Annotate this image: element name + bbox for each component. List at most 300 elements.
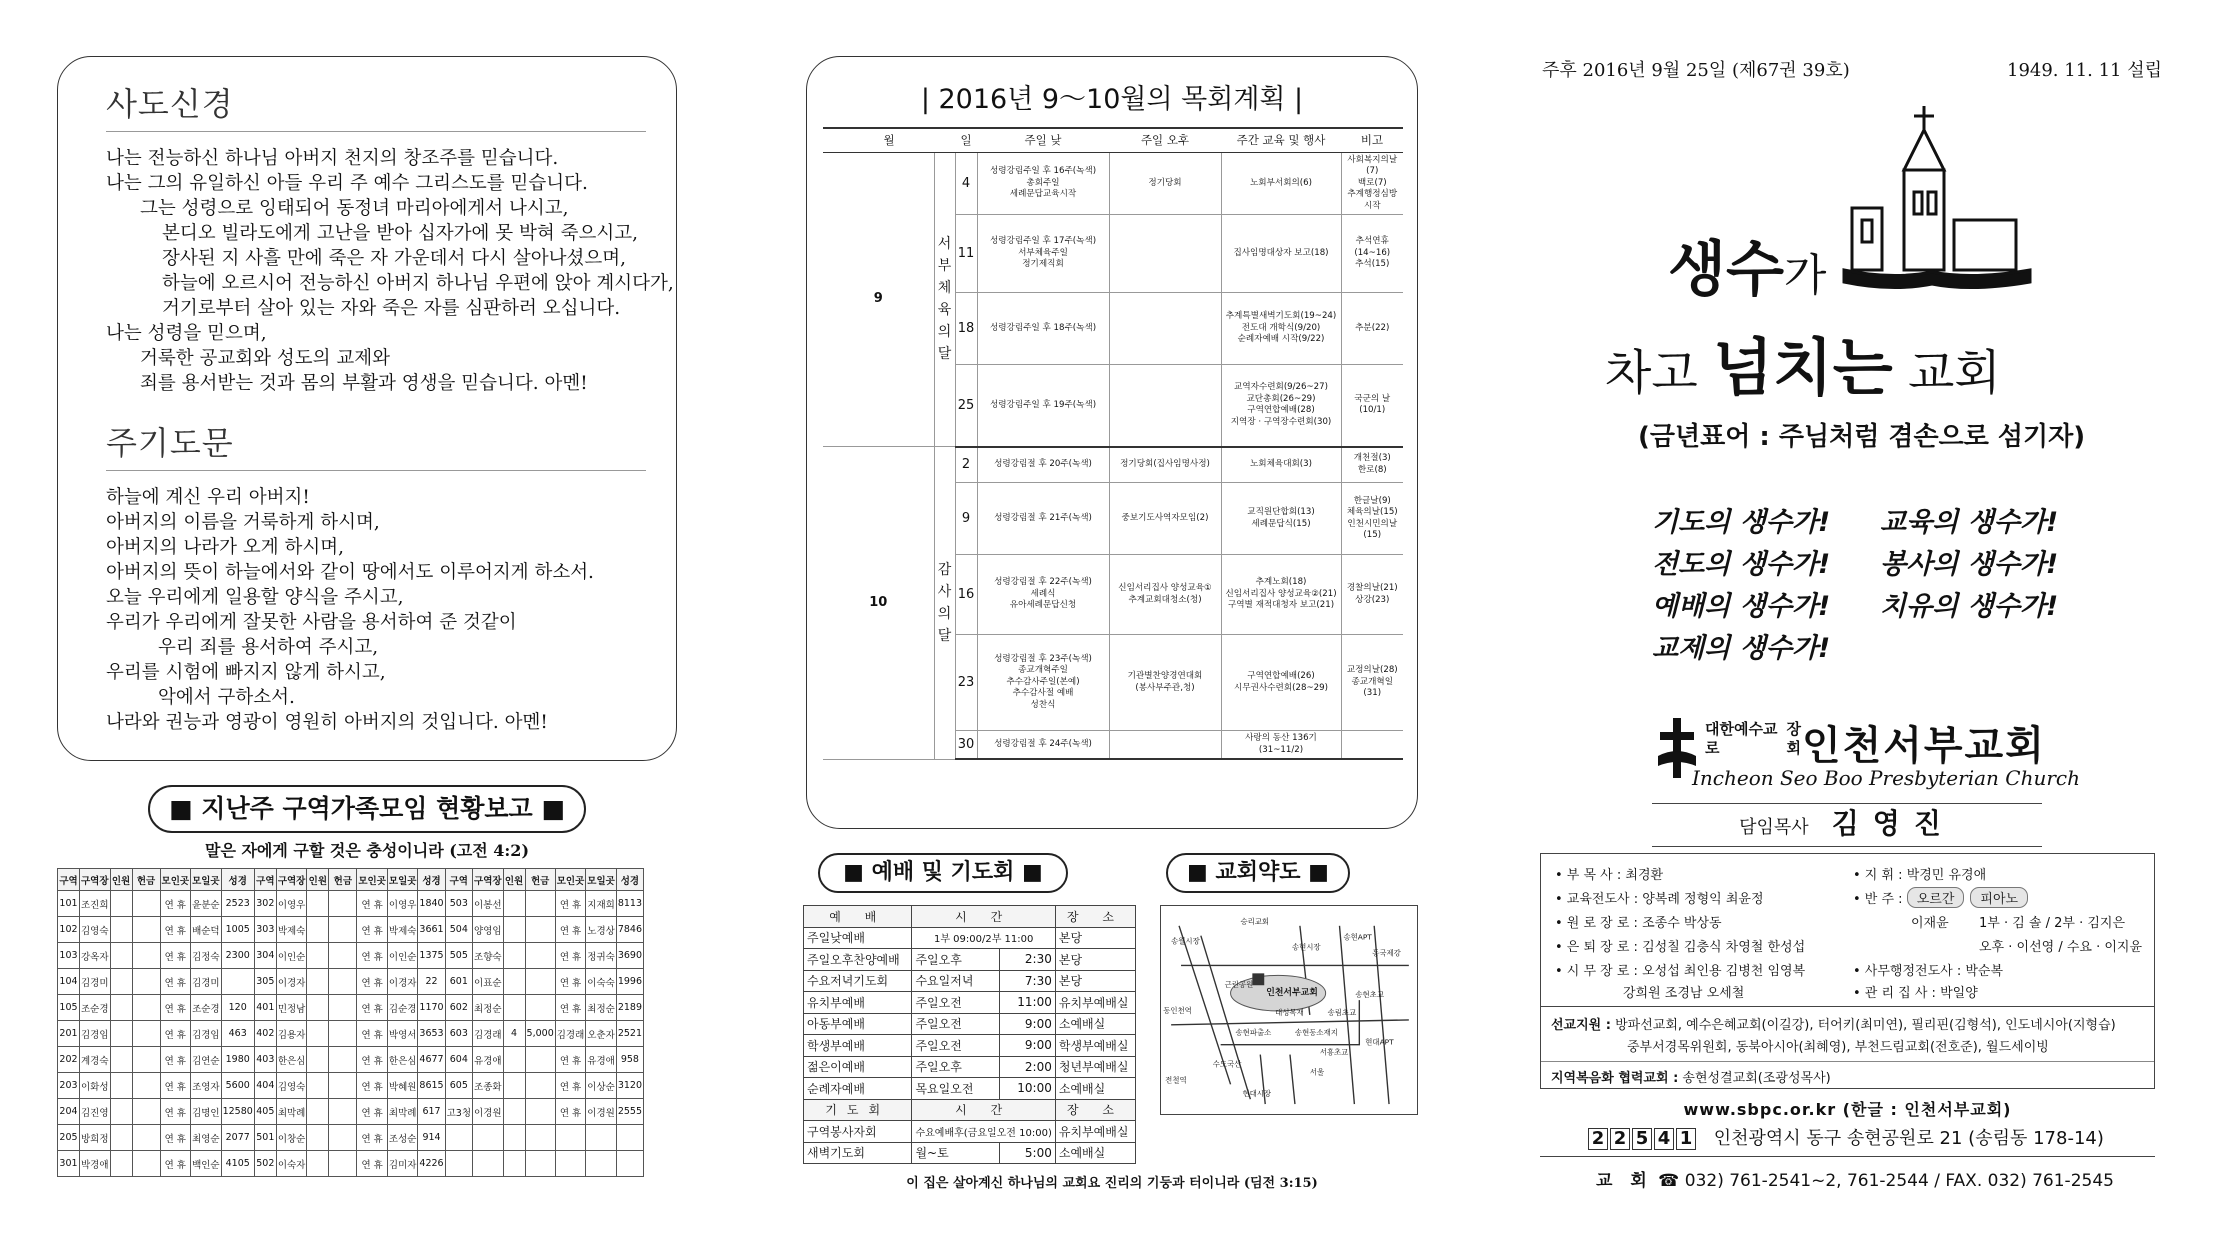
report-cell bbox=[616, 1125, 643, 1151]
map-label: 송현APT bbox=[1343, 932, 1372, 942]
report-cell bbox=[329, 1099, 357, 1125]
report-cell: 강옥자 bbox=[80, 943, 111, 969]
report-cell bbox=[132, 1099, 160, 1125]
report-cell: 1996 bbox=[616, 969, 643, 995]
report-cell bbox=[586, 1151, 617, 1177]
worship-place: 소예배실 bbox=[1055, 1013, 1135, 1035]
report-row bbox=[58, 1125, 644, 1151]
report-cell: 김경래 bbox=[555, 1021, 586, 1047]
plan-row bbox=[823, 152, 1403, 215]
staff-accomp bbox=[1853, 887, 2034, 908]
report-cell: 김경미 bbox=[191, 969, 222, 995]
report-cell: 3661 bbox=[418, 917, 445, 943]
map-label: 송림초교 bbox=[1327, 1007, 1357, 1017]
map-label: 전철역 bbox=[1165, 1075, 1187, 1085]
report-cell: 연 휴 bbox=[555, 943, 586, 969]
report-cell: 연 휴 bbox=[160, 1047, 191, 1073]
report-cell: 연 휴 bbox=[160, 1021, 191, 1047]
report-cell: 연 휴 bbox=[357, 1073, 388, 1099]
prayer-line: 아버지의 뜻이 하늘에서와 같이 땅에서도 이루어지게 하소서. bbox=[106, 562, 594, 583]
worship-name: 구역봉사자회 bbox=[804, 1121, 912, 1143]
report-cell: 204 bbox=[58, 1099, 80, 1125]
report-cell: 1375 bbox=[418, 943, 445, 969]
staff-box bbox=[1540, 853, 2155, 1089]
prayer-line: 오늘 우리에게 일용할 양식을 주시고, bbox=[106, 587, 404, 608]
report-cell bbox=[221, 969, 254, 995]
worship-place: 청년부예배실 bbox=[1055, 1056, 1135, 1078]
staff-active: • 시 무 장 로 : 오성섭 최인용 김병천 임영복 bbox=[1555, 964, 1806, 979]
worship-header: 기도회 bbox=[804, 1099, 912, 1121]
staff-manager: • 관 리 집 사 : 박일양 bbox=[1853, 986, 1978, 1001]
plan-cell: 정기당회 bbox=[1109, 152, 1221, 215]
report-cell: 지재희 bbox=[586, 891, 617, 917]
plan-month: 9 bbox=[823, 152, 934, 447]
plan-cell: 개천절(3) 한로(8) bbox=[1341, 447, 1403, 483]
report-cell: 101 bbox=[58, 891, 80, 917]
report-cell: 최막례 bbox=[276, 1099, 307, 1125]
pastor-role: 담임목사 bbox=[1739, 817, 1809, 838]
worship-time: 10:00 bbox=[999, 1078, 1055, 1100]
address-line bbox=[1588, 1124, 2104, 1150]
slogan-word: 가 bbox=[1783, 250, 1827, 301]
report-cell bbox=[110, 1125, 132, 1151]
report-cell: 연 휴 bbox=[555, 969, 586, 995]
church-name: 인천서부교회 bbox=[1802, 723, 2046, 769]
staff-elder: • 원 로 장 로 : 조종수 박상동 bbox=[1555, 916, 1722, 931]
creed-line: 하늘에 오르시어 전능하신 아버지 하나님 우편에 앉아 계시다가, bbox=[162, 273, 674, 294]
worship-row bbox=[804, 970, 1136, 992]
report-title: ■ 지난주 구역가족모임 현황보고 ■ bbox=[148, 785, 586, 833]
report-cell: 203 bbox=[58, 1073, 80, 1099]
worship-table bbox=[803, 905, 1136, 1164]
report-cell: 이인순 bbox=[387, 943, 418, 969]
slogan-word: 차고 bbox=[1605, 345, 1698, 401]
report-cell bbox=[503, 943, 525, 969]
local-label: 지역복음화 협력교회 : bbox=[1551, 1071, 1679, 1086]
report-cell bbox=[307, 969, 329, 995]
report-header: 구역장 bbox=[276, 869, 307, 891]
report-cell bbox=[503, 969, 525, 995]
report-cell bbox=[555, 1151, 586, 1177]
report-cell bbox=[329, 1021, 357, 1047]
report-cell bbox=[503, 1073, 525, 1099]
worship-day: 주일오전 bbox=[912, 1035, 999, 1057]
mission-support bbox=[1551, 1014, 2116, 1033]
plan-cell: 신임서리집사 양성교육① 추계교회대청소(청) bbox=[1109, 555, 1221, 635]
report-cell: 12580 bbox=[221, 1099, 254, 1125]
report-cell bbox=[307, 1151, 329, 1177]
worship-name: 유치부예배 bbox=[804, 992, 912, 1014]
zip-digit: 5 bbox=[1632, 1128, 1652, 1150]
slogan-word: 넘치는 bbox=[1713, 331, 1893, 404]
slogan-word: 교회 bbox=[1907, 345, 2001, 401]
report-cell: 조순경 bbox=[191, 995, 222, 1021]
report-cell bbox=[110, 995, 132, 1021]
worship-name: 새벽기도회 bbox=[804, 1142, 912, 1164]
staff-retired: • 은 퇴 장 로 : 김성칠 김충식 차영철 한성섭 bbox=[1555, 940, 1806, 955]
report-cell bbox=[110, 943, 132, 969]
report-cell: 401 bbox=[254, 995, 276, 1021]
map-label: 승리교회 bbox=[1240, 916, 1270, 926]
report-cell: 502 bbox=[254, 1151, 276, 1177]
worship-day: 수요일저녁 bbox=[912, 970, 999, 992]
report-header: 헌금 bbox=[132, 869, 160, 891]
report-cell: 한은심 bbox=[276, 1047, 307, 1073]
report-cell: 4 bbox=[503, 1021, 525, 1047]
report-cell: 이상순 bbox=[586, 1073, 617, 1099]
plan-day: 9 bbox=[955, 483, 977, 555]
cheer: 봉사의 생수가! bbox=[1880, 549, 2059, 580]
worship-name: 순례자예배 bbox=[804, 1078, 912, 1100]
report-header: 인원 bbox=[110, 869, 132, 891]
staff-associate: • 부 목 사 : 최경환 bbox=[1555, 868, 1664, 883]
report-cell: 이경자 bbox=[387, 969, 418, 995]
slogan-word: 생수 bbox=[1668, 235, 1784, 305]
report-table bbox=[57, 868, 644, 1177]
staff-edu: • 교육전도사 : 양복례 정형익 최윤정 bbox=[1555, 892, 1764, 907]
report-row bbox=[58, 917, 644, 943]
report-cell: 백인순 bbox=[191, 1151, 222, 1177]
report-cell: 이숙숙 bbox=[586, 969, 617, 995]
church-map bbox=[1160, 905, 1418, 1115]
report-cell: 연 휴 bbox=[555, 1073, 586, 1099]
worship-row bbox=[804, 1035, 1136, 1057]
report-cell bbox=[525, 917, 555, 943]
report-cell: 2077 bbox=[221, 1125, 254, 1151]
worship-row bbox=[804, 1142, 1136, 1164]
report-header: 모인곳 bbox=[160, 869, 191, 891]
report-cell: 연 휴 bbox=[357, 917, 388, 943]
report-header: 모인곳 bbox=[357, 869, 388, 891]
worship-row bbox=[804, 1078, 1136, 1100]
prayer-line: 나라와 권능과 영광이 영원히 아버지의 것입니다. 아멘! bbox=[106, 712, 548, 733]
report-cell: 연 휴 bbox=[357, 943, 388, 969]
report-cell: 463 bbox=[221, 1021, 254, 1047]
report-cell bbox=[132, 917, 160, 943]
report-cell: 504 bbox=[445, 917, 472, 943]
report-cell: 이영우 bbox=[387, 891, 418, 917]
report-cell: 5600 bbox=[221, 1073, 254, 1099]
plan-day: 25 bbox=[955, 365, 977, 447]
report-cell: 최정순 bbox=[473, 995, 504, 1021]
year-motto: (금년표어 : 주님처럼 겸손으로 섬기자) bbox=[1638, 422, 2086, 452]
worship-place: 소예배실 bbox=[1055, 1078, 1135, 1100]
report-cell: 연 휴 bbox=[555, 1099, 586, 1125]
plan-cell: 성령강림절 후 20주(녹색) bbox=[977, 447, 1109, 483]
report-cell: 김정숙 bbox=[191, 943, 222, 969]
report-header: 모일곳 bbox=[586, 869, 617, 891]
report-cell: 402 bbox=[254, 1021, 276, 1047]
zip-digit: 2 bbox=[1610, 1128, 1630, 1150]
report-cell: 3120 bbox=[616, 1073, 643, 1099]
report-cell: 연 휴 bbox=[555, 891, 586, 917]
report-cell: 조진희 bbox=[80, 891, 111, 917]
report-cell: 민정남 bbox=[276, 995, 307, 1021]
report-cell bbox=[132, 1047, 160, 1073]
worship-day: 주일오전 bbox=[912, 992, 999, 1014]
plan-cell: 사회복지의날(7) 백로(7) 추계행정심방시작 bbox=[1341, 152, 1403, 215]
prayer-line: 아버지의 이름을 거룩하게 하시며, bbox=[106, 512, 380, 533]
report-cell bbox=[525, 891, 555, 917]
map-label: 동인천역 bbox=[1163, 1005, 1192, 1015]
cheer: 교육의 생수가! bbox=[1880, 507, 2059, 538]
plan-cell: 노회체육대회(3) bbox=[1221, 447, 1341, 483]
creed-line: 나는 그의 유일하신 아들 우리 주 예수 그리스도를 믿습니다. bbox=[106, 173, 588, 194]
local-church: 송현성결교회(조광성목사) bbox=[1682, 1071, 1831, 1086]
report-cell bbox=[132, 969, 160, 995]
report-cell: 이화성 bbox=[80, 1073, 111, 1099]
cheer: 기도의 생수가! bbox=[1652, 507, 1831, 538]
report-header: 구역 bbox=[58, 869, 80, 891]
report-cell: 301 bbox=[58, 1151, 80, 1177]
report-header: 인원 bbox=[503, 869, 525, 891]
report-cell bbox=[616, 1151, 643, 1177]
map-label: 현대시장 bbox=[1242, 1089, 1272, 1099]
bottom-verse: 이 집은 살아계신 하나님의 교회요 진리의 기둥과 터이니라 (딤전 3:15) bbox=[906, 1176, 1318, 1191]
worship-name: 주일오후찬양예배 bbox=[804, 949, 912, 971]
plan-cell: 추계노회(18) 신임서리집사 양성교육②(21) 구역별 재적대청자 보고(21) bbox=[1221, 555, 1341, 635]
plan-cell: 추계특별새벽기도회(19~24) 전도대 개학식(9/20) 순례자예배 시작(9/22) bbox=[1221, 293, 1341, 365]
plan-header: 월 bbox=[823, 128, 955, 152]
report-cell: 방희정 bbox=[80, 1125, 111, 1151]
contact-numbers: ☎ 032) 761-2541~2, 761-2544 / FAX. 032) 761-2545 bbox=[1658, 1171, 2114, 1191]
plan-cell bbox=[1109, 731, 1221, 760]
report-cell: 박혜원 bbox=[387, 1073, 418, 1099]
mission-list-2: 중부서경목위원회, 동북아시아(최혜영), 부천드림교회(전호준), 월드세이빙 bbox=[1627, 1040, 2049, 1055]
report-cell: 박제숙 bbox=[387, 917, 418, 943]
report-cell bbox=[503, 891, 525, 917]
report-header: 모인곳 bbox=[555, 869, 586, 891]
report-cell: 최막례 bbox=[387, 1099, 418, 1125]
report-cell: 조영자 bbox=[191, 1073, 222, 1099]
creed-line: 본디오 빌라도에게 고난을 받아 십자가에 못 박혀 죽으시고, bbox=[162, 223, 638, 244]
worship-place: 본당 bbox=[1055, 970, 1135, 992]
report-cell: 120 bbox=[221, 995, 254, 1021]
mission-label: 선교지원 : bbox=[1551, 1018, 1611, 1033]
worship-time: 2:00 bbox=[999, 1056, 1055, 1078]
report-header: 모일곳 bbox=[387, 869, 418, 891]
report-cell: 연 휴 bbox=[160, 917, 191, 943]
report-cell bbox=[525, 1151, 555, 1177]
report-cell: 505 bbox=[445, 943, 472, 969]
plan-day: 11 bbox=[955, 215, 977, 293]
report-cell: 3653 bbox=[418, 1021, 445, 1047]
report-cell bbox=[329, 1151, 357, 1177]
worship-name: 수요저녁기도회 bbox=[804, 970, 912, 992]
report-cell: 계경숙 bbox=[80, 1047, 111, 1073]
issue-info: 주후 2016년 9월 25일 (제67권 39호) bbox=[1542, 60, 1850, 81]
report-cell: 김경미 bbox=[80, 969, 111, 995]
report-verse: 말은 자에게 구할 것은 충성이니라 (고전 4:2) bbox=[204, 841, 530, 860]
report-cell bbox=[307, 1047, 329, 1073]
report-cell bbox=[329, 969, 357, 995]
report-cell bbox=[132, 1021, 160, 1047]
plan-cell: 성령강림주일 후 18주(녹색) bbox=[977, 293, 1109, 365]
map-label: 송월시장 bbox=[1171, 936, 1200, 946]
report-cell: 최영순 bbox=[191, 1125, 222, 1151]
cheer: 예배의 생수가! bbox=[1652, 591, 1831, 622]
map-label: 송현초교 bbox=[1355, 990, 1384, 1000]
report-cell: 305 bbox=[254, 969, 276, 995]
report-row bbox=[58, 969, 644, 995]
report-header: 모일곳 bbox=[191, 869, 222, 891]
report-cell: 김영숙 bbox=[80, 917, 111, 943]
report-cell bbox=[132, 995, 160, 1021]
worship-name: 아동부예배 bbox=[804, 1013, 912, 1035]
report-cell: 1980 bbox=[221, 1047, 254, 1073]
report-header: 헌금 bbox=[329, 869, 357, 891]
plan-day: 4 bbox=[955, 152, 977, 215]
zip-digit: 4 bbox=[1654, 1128, 1674, 1150]
plan-cell: 성령강림절 후 24주(녹색) bbox=[977, 731, 1109, 760]
report-cell: 김미자 bbox=[387, 1151, 418, 1177]
report-row bbox=[58, 1099, 644, 1125]
plan-cell: 구역연합예배(26) 시무권사수련회(28~29) bbox=[1221, 635, 1341, 731]
report-cell: 연 휴 bbox=[357, 1151, 388, 1177]
plan-day: 18 bbox=[955, 293, 977, 365]
worship-header: 시 간 bbox=[912, 906, 1055, 928]
report-cell: 1840 bbox=[418, 891, 445, 917]
plan-cell: 한글날(9) 체육의날(15) 인천시민의날(15) bbox=[1341, 483, 1403, 555]
worship-time: 9:00 bbox=[999, 1013, 1055, 1035]
contact-line bbox=[1596, 1166, 2114, 1191]
report-cell: 김경래 bbox=[473, 1021, 504, 1047]
address: 인천광역시 동구 송현공원로 21 (송림동 178-14) bbox=[1713, 1128, 2104, 1149]
prayer-title: 주기도문 bbox=[106, 418, 646, 471]
worship-day: 주일오후 bbox=[912, 1056, 999, 1078]
report-cell bbox=[525, 1125, 555, 1151]
report-cell: 304 bbox=[254, 943, 276, 969]
report-row bbox=[58, 943, 644, 969]
report-cell: 22 bbox=[418, 969, 445, 995]
map-label: 대성목재 bbox=[1275, 1007, 1304, 1017]
worship-row bbox=[804, 992, 1136, 1014]
report-cell bbox=[503, 917, 525, 943]
website[interactable]: www.sbpc.or.kr (한글 : 인천서부교회) bbox=[1683, 1100, 2012, 1119]
report-cell bbox=[503, 1099, 525, 1125]
worship-row bbox=[804, 1121, 1136, 1143]
plan-cell: 성령강림절 후 23주(녹색) 종교개혁주일 추수감사주일(본예) 추수감사절 예배 성찬식 bbox=[977, 635, 1109, 731]
report-cell: 연 휴 bbox=[357, 1099, 388, 1125]
plan-cell: 집사임명대상자 보고(18) bbox=[1221, 215, 1341, 293]
report-cell: 윤분순 bbox=[191, 891, 222, 917]
plan-row bbox=[823, 447, 1403, 483]
report-row bbox=[58, 995, 644, 1021]
worship-header: 장 소 bbox=[1055, 906, 1135, 928]
plan-cell: 정기당회(집사임명사정) bbox=[1109, 447, 1221, 483]
worship-place: 본당 bbox=[1055, 927, 1135, 949]
creed-title: 사도신경 bbox=[106, 79, 646, 132]
report-cell: 404 bbox=[254, 1073, 276, 1099]
worship-place: 유치부예배실 bbox=[1055, 1121, 1135, 1143]
plan-day: 2 bbox=[955, 447, 977, 483]
report-cell bbox=[132, 1125, 160, 1151]
report-cell: 958 bbox=[616, 1047, 643, 1073]
report-cell: 2300 bbox=[221, 943, 254, 969]
report-cell: 김경임 bbox=[191, 1021, 222, 1047]
plan-cell: 노회부서회의(6) bbox=[1221, 152, 1341, 215]
report-cell: 601 bbox=[445, 969, 472, 995]
worship-name: 주일낮예배 bbox=[804, 927, 912, 949]
report-cell bbox=[329, 1073, 357, 1099]
report-cell bbox=[329, 995, 357, 1021]
report-cell bbox=[110, 1151, 132, 1177]
report-cell: 5,000 bbox=[525, 1021, 555, 1047]
zip-digit: 1 bbox=[1676, 1128, 1696, 1150]
plan-month-theme-text: 서부체육의달 bbox=[937, 236, 952, 363]
organ-badge: 오르간 bbox=[1907, 887, 1965, 908]
worship-time: 2:30 bbox=[999, 949, 1055, 971]
report-cell: 2521 bbox=[616, 1021, 643, 1047]
report-cell: 503 bbox=[445, 891, 472, 917]
report-cell bbox=[110, 917, 132, 943]
plan-cell: 추석연휴 (14~16) 추석(15) bbox=[1341, 215, 1403, 293]
worship-header-row bbox=[804, 1099, 1136, 1121]
report-row bbox=[58, 1047, 644, 1073]
slogan-line-2 bbox=[1605, 318, 2001, 407]
report-cell bbox=[503, 1047, 525, 1073]
plan-day: 23 bbox=[955, 635, 977, 731]
report-cell: 연 휴 bbox=[357, 969, 388, 995]
report-cell bbox=[307, 917, 329, 943]
report-cell: 405 bbox=[254, 1099, 276, 1125]
plan-cell: 사랑의 동산 136기(31~11/2) bbox=[1221, 731, 1341, 760]
map-label: 현대APT bbox=[1365, 1037, 1394, 1047]
cheer: 전도의 생수가! bbox=[1652, 549, 1831, 580]
plan-title: | 2016년 9～10월의 목회계획 | bbox=[920, 84, 1304, 115]
report-cell bbox=[110, 891, 132, 917]
worship-day: 수요예배후(금요일오전 10:00) bbox=[912, 1121, 1055, 1143]
report-cell: 김명인 bbox=[191, 1099, 222, 1125]
report-cell: 유경애 bbox=[473, 1047, 504, 1073]
worship-name: 학생부예배 bbox=[804, 1035, 912, 1057]
report-cell bbox=[329, 943, 357, 969]
map-label: 동국제강 bbox=[1372, 948, 1401, 958]
worship-header-row bbox=[804, 906, 1136, 928]
report-cell bbox=[525, 943, 555, 969]
report-cell bbox=[307, 1073, 329, 1099]
plan-cell: 교직원단합회(13) 세례문답식(15) bbox=[1221, 483, 1341, 555]
plan-cell bbox=[1109, 293, 1221, 365]
report-cell: 604 bbox=[445, 1047, 472, 1073]
report-cell: 김영숙 bbox=[276, 1073, 307, 1099]
worship-place: 소예배실 bbox=[1055, 1142, 1135, 1164]
plan-month-theme-text: 감사의달 bbox=[937, 561, 952, 644]
report-cell bbox=[307, 891, 329, 917]
report-row bbox=[58, 1073, 644, 1099]
report-cell: 연 휴 bbox=[555, 917, 586, 943]
report-header: 성경 bbox=[418, 869, 445, 891]
report-cell: 노경상 bbox=[586, 917, 617, 943]
report-cell: 403 bbox=[254, 1047, 276, 1073]
plan-cell: 교정의날(28) 종교개혁일(31) bbox=[1341, 635, 1403, 731]
report-cell: 김진영 bbox=[80, 1099, 111, 1125]
report-cell: 4226 bbox=[418, 1151, 445, 1177]
report-cell bbox=[329, 1047, 357, 1073]
report-cell: 303 bbox=[254, 917, 276, 943]
accomp-label: • 반 주 : bbox=[1853, 892, 1903, 907]
report-cell: 617 bbox=[418, 1099, 445, 1125]
report-cell: 102 bbox=[58, 917, 80, 943]
plan-cell: 교역자수련회(9/26~27) 교단총회(26~29) 구역연합예배(28) 지역장 · 구역장수련회(30) bbox=[1221, 365, 1341, 447]
report-cell: 1005 bbox=[221, 917, 254, 943]
report-cell: 연 휴 bbox=[357, 891, 388, 917]
report-cell bbox=[307, 1099, 329, 1125]
report-cell bbox=[503, 995, 525, 1021]
report-cell: 914 bbox=[418, 1125, 445, 1151]
plan-cell: 경찰의날(21) 상강(23) bbox=[1341, 555, 1403, 635]
report-cell: 조종화 bbox=[473, 1073, 504, 1099]
